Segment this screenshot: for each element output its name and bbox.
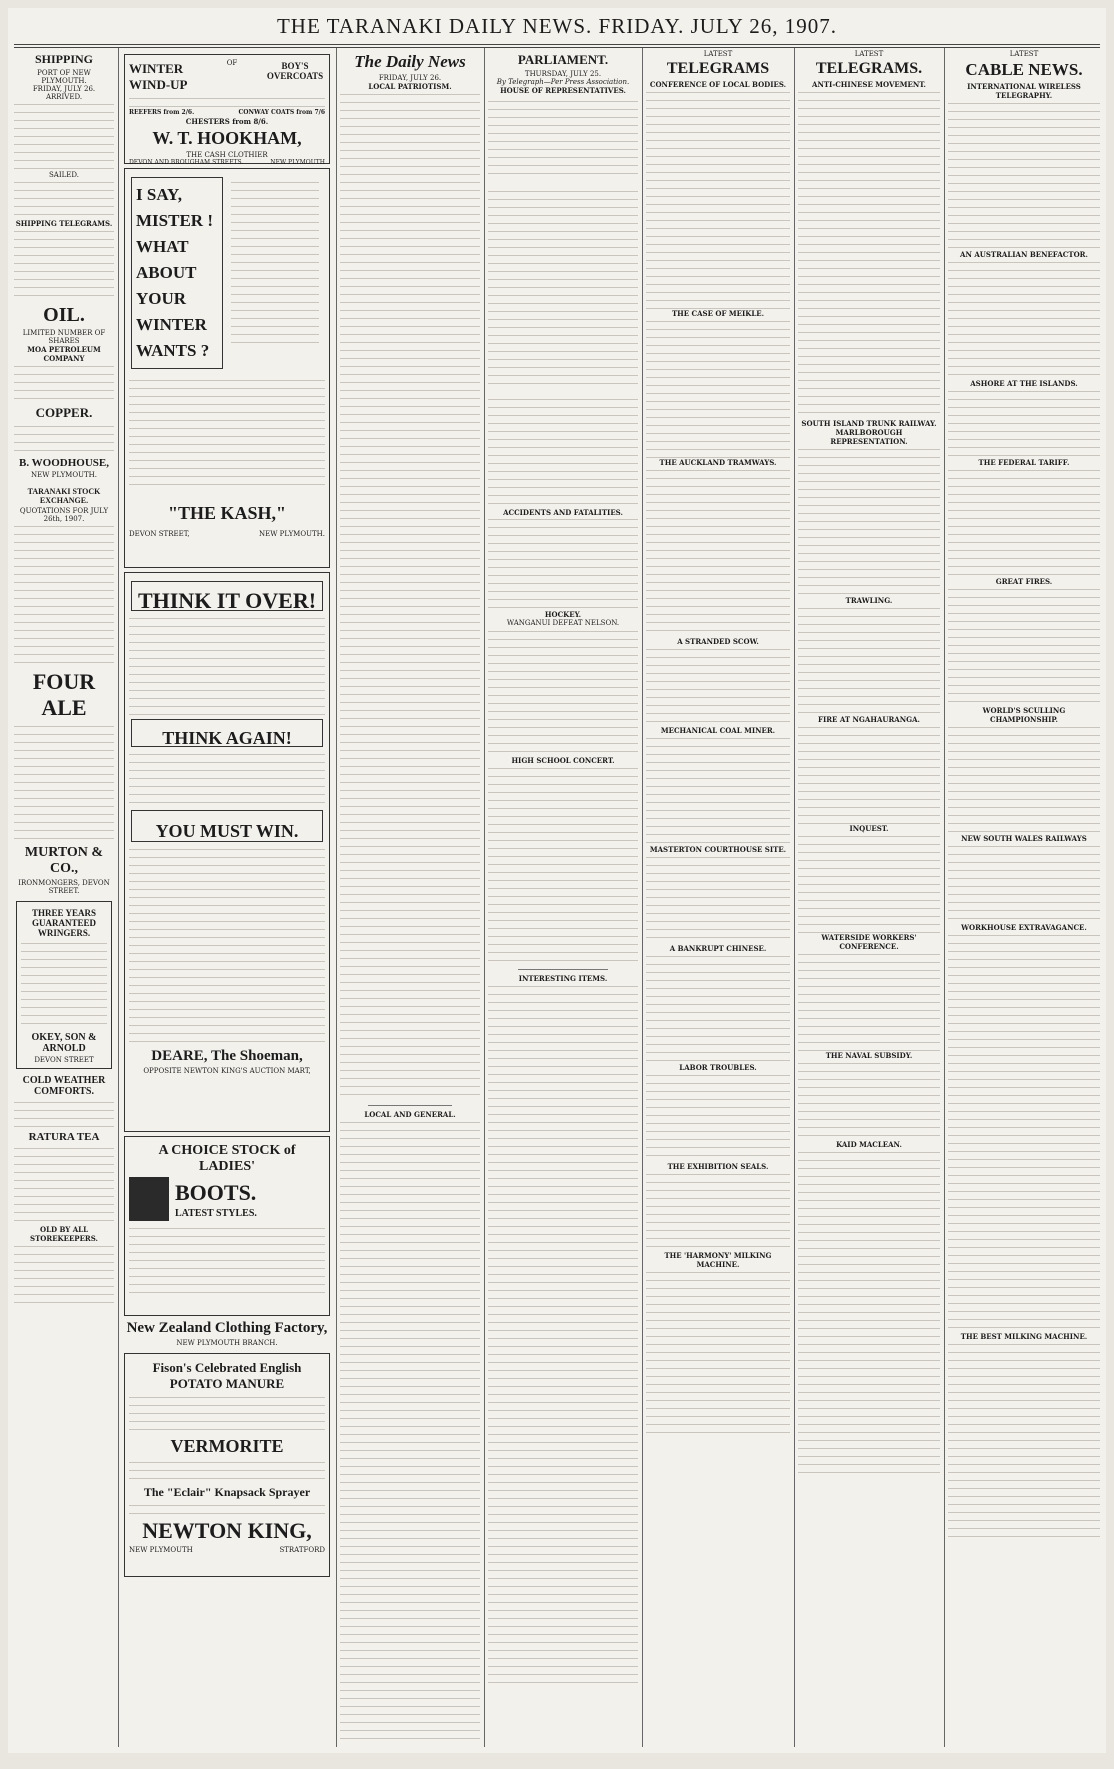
- oil-subheading: LIMITED NUMBER OF SHARES: [22, 329, 106, 345]
- column-parliament: [488, 50, 638, 1745]
- house-heading: HOUSE OF REPRESENTATIVES.: [500, 86, 626, 95]
- newton-stratford: STRATFORD: [279, 1546, 325, 1554]
- ladies-boots-ad: [124, 1136, 330, 1316]
- column-separator: [336, 48, 337, 1747]
- trawling-heading: TRAWLING.: [845, 596, 893, 605]
- conway-price: CONWAY COATS from 7/6: [238, 109, 325, 116]
- maclean-text: [798, 1149, 940, 1479]
- latest-label-3: LATEST: [1009, 50, 1039, 58]
- cold-weather-heading: COLD WEATHER COMFORTS.: [22, 1075, 106, 1097]
- naval-subsidy-text: [798, 1060, 940, 1140]
- scow-heading: A STRANDED SCOW.: [677, 637, 759, 646]
- kash-text: [231, 179, 319, 349]
- kash-street: DEVON STREET,: [129, 530, 190, 538]
- telegrams-title-2: TELEGRAMS.: [815, 60, 923, 77]
- hockey-heading: HOCKEY.: [544, 610, 582, 619]
- clothier-label: THE CASH CLOTHIER: [186, 150, 268, 159]
- daily-news-title: The Daily News: [354, 52, 466, 71]
- latest-styles: LATEST STYLES.: [175, 1207, 257, 1219]
- divider: [368, 1105, 452, 1106]
- interesting-items-heading: INTERESTING ITEMS.: [518, 974, 608, 983]
- deare-text-2: [129, 751, 325, 806]
- column-advertisements: [122, 50, 332, 1745]
- masthead-rule: [14, 44, 1100, 45]
- hookham-address-row: [129, 159, 325, 167]
- naval-subsidy-heading: THE NAVAL SUBSIDY.: [825, 1051, 913, 1060]
- reefers-price: REEFERS from 2/6.: [129, 109, 195, 116]
- courthouse-heading: MASTERTON COURTHOUSE SITE.: [649, 845, 787, 854]
- telegrams-heading: SHIPPING TELEGRAMS.: [15, 219, 113, 228]
- fire-heading: FIRE AT NGAHAURANGA.: [818, 715, 920, 724]
- deare-ad: [124, 572, 330, 1132]
- milking-heading: THE BEST MILKING MACHINE.: [960, 1332, 1088, 1341]
- scow-text: [646, 646, 790, 726]
- okey-address: DEVON STREET: [34, 1056, 94, 1064]
- hookham-town: NEW PLYMOUTH: [270, 158, 325, 166]
- benefactor-heading: AN AUSTRALIAN BENEFACTOR.: [960, 250, 1088, 259]
- concert-block: [488, 756, 638, 765]
- chinese-text: [646, 953, 790, 1063]
- kash-list: [129, 377, 325, 487]
- conference-text: [646, 89, 790, 309]
- hookham-address: DEVON AND BROUGHAM STREETS.: [129, 158, 244, 166]
- masthead-rule-2: [14, 47, 1100, 48]
- courthouse-text: [646, 854, 790, 944]
- local-general-text: [340, 1119, 480, 1745]
- mister-box: I SAY, MISTER ! WHAT ABOUT YOUR WINTER WANTS ?: [131, 177, 223, 369]
- marlborough-heading: MARLBOROUGH REPRESENTATION.: [830, 428, 908, 446]
- shipping-heading: SHIPPING: [34, 52, 93, 66]
- nzc-heading: New Zealand Clothing Factory,: [126, 1320, 328, 1336]
- column-telegrams: [646, 50, 790, 1745]
- meikle-text: [646, 318, 790, 458]
- conference-heading: CONFERENCE OF LOCAL BODIES.: [649, 80, 787, 89]
- column-cable-news: [948, 50, 1100, 1745]
- inquest-heading: INQUEST.: [849, 824, 889, 833]
- great-fires-text: [948, 586, 1100, 706]
- parliament-block: [488, 50, 638, 95]
- newton-king-name: NEWTON KING,: [142, 1518, 312, 1543]
- murton-address: IRONMONGERS, DEVON STREET.: [18, 879, 110, 895]
- parliament-byline: By Telegraph—Per Press Association.: [496, 78, 630, 86]
- bottom-text: [14, 1243, 114, 1303]
- sculling-text: [948, 724, 1100, 834]
- copper-text: [14, 423, 114, 455]
- winter-row: [129, 59, 325, 95]
- deare-address: OPPOSITE NEWTON KING'S AUCTION MART,: [143, 1067, 311, 1075]
- news-text-mid: [488, 396, 638, 756]
- murton-name: MURTON & CO.,: [24, 845, 104, 876]
- sculling-heading: WORLD'S SCULLING CHAMPIONSHIP.: [982, 706, 1066, 724]
- column-separator: [794, 48, 795, 1747]
- hookham-ad: [124, 54, 330, 164]
- deare-text-1: [129, 615, 325, 715]
- harmony-text: [646, 1269, 790, 1439]
- wireless-text: [948, 100, 1100, 250]
- latest-label-2: LATEST: [854, 50, 884, 58]
- quotations-date: QUOTATIONS FOR JULY 26th, 1907.: [19, 507, 109, 523]
- news-text-top-2: [488, 188, 638, 388]
- wringers-heading: THREE YEARS GUARANTEED WRINGERS.: [31, 908, 96, 938]
- deare-name: DEARE, The Shoeman,: [151, 1048, 303, 1064]
- trunk-railway-heading: SOUTH ISLAND TRUNK RAILWAY.: [801, 419, 937, 428]
- copper-heading: COPPER.: [35, 405, 93, 420]
- of-label: OF: [226, 59, 238, 67]
- wringers-ad: [16, 901, 112, 1069]
- inquest-text: [798, 833, 940, 933]
- overcoats-heading: BOY'S OVERCOATS: [266, 61, 324, 81]
- newton-address-row: [129, 1546, 325, 1554]
- boots-heading: BOOTS.: [175, 1179, 257, 1205]
- hookham-name: W. T. HOOKHAM,: [152, 127, 302, 148]
- choice-stock-heading: A CHOICE STOCK of LADIES': [158, 1143, 296, 1174]
- kash-address-row: [129, 530, 325, 538]
- coal-miner-text: [646, 735, 790, 845]
- hockey-block: [488, 610, 638, 627]
- harmony-heading: THE 'HARMONY' MILKING MACHINE.: [664, 1251, 772, 1269]
- extravagance-heading: WORKHOUSE EXTRAVAGANCE.: [961, 923, 1087, 932]
- telegrams-text: [14, 228, 114, 298]
- telegrams-title: TELEGRAMS: [666, 60, 770, 77]
- newton-king-ad: [124, 1353, 330, 1577]
- boots-text: [175, 1178, 257, 1221]
- kash-ad: [124, 168, 330, 568]
- hockey-subheading: WANGANUI DEFEAT NELSON.: [506, 619, 620, 627]
- nzc-branch: NEW PLYMOUTH BRANCH.: [176, 1339, 278, 1347]
- seals-text: [646, 1171, 790, 1251]
- tramways-text: [646, 467, 790, 637]
- column-separator: [118, 48, 119, 1747]
- four-ale-heading: FOUR ALE: [32, 669, 96, 720]
- column-telegrams-2: [798, 50, 940, 1745]
- ale-text: [14, 723, 114, 843]
- stock-table: [14, 523, 114, 663]
- boot-logo-icon: [129, 1177, 169, 1221]
- boots-prices: [129, 1225, 325, 1295]
- labour-text: [646, 1072, 790, 1162]
- waterside-text: [798, 951, 940, 1051]
- ashore-text: [948, 388, 1100, 458]
- fire-text: [798, 724, 940, 824]
- ratura-heading: RATURA TEA: [28, 1131, 100, 1143]
- local-general-heading: LOCAL AND GENERAL.: [364, 1110, 456, 1119]
- oil-heading: OIL.: [43, 304, 85, 326]
- fison-heading: Fison's Celebrated English POTATO MANURE: [152, 1360, 302, 1391]
- nsw-railways-heading: NEW SOUTH WALES RAILWAYS: [961, 834, 1087, 843]
- fison-text: [129, 1394, 325, 1434]
- boots-row: [129, 1177, 325, 1221]
- editorial-heading: LOCAL PATRIOTISM.: [368, 82, 452, 91]
- marlborough-text: [798, 446, 940, 596]
- chinese-heading: A BANKRUPT CHINESE.: [669, 944, 767, 953]
- waterside-heading: WATERSIDE WORKERS' CONFERENCE.: [821, 933, 917, 951]
- editorial-date: FRIDAY, JULY 26.: [378, 74, 442, 82]
- kash-town: NEW PLYMOUTH.: [259, 530, 325, 538]
- eclair-text: [129, 1502, 325, 1516]
- think-again-box: THINK AGAIN!: [131, 719, 323, 747]
- column-separator: [484, 48, 485, 1747]
- federal-tariff-heading: THE FEDERAL TARIFF.: [978, 458, 1070, 467]
- cold-text: [14, 1099, 114, 1129]
- deare-text-3: [129, 846, 325, 1046]
- stock-exchange-heading: TARANAKI STOCK EXCHANGE.: [27, 487, 101, 505]
- cable-news-title: CABLE NEWS.: [965, 60, 1083, 79]
- latest-label: LATEST: [703, 50, 733, 58]
- concert-heading: HIGH SCHOOL CONCERT.: [511, 756, 615, 765]
- benefactor-text: [948, 259, 1100, 379]
- oil-company: MOA PETROLEUM COMPANY: [27, 345, 101, 363]
- trawling-text: [798, 605, 940, 715]
- winter-heading: WINTER WIND-UP: [129, 61, 188, 92]
- federal-tariff-text: [948, 467, 1100, 577]
- okey-name: OKEY, SON & ARNOLD: [31, 1032, 97, 1054]
- accidents-heading: ACCIDENTS AND FATALITIES.: [503, 508, 623, 517]
- extravagance-text: [948, 932, 1100, 1332]
- sailed-text: [14, 179, 114, 219]
- you-must-win-box: YOU MUST WIN.: [131, 810, 323, 842]
- column-separator: [944, 48, 945, 1747]
- prices-row: [129, 109, 325, 117]
- wringers-text: [21, 940, 107, 1030]
- woodhouse-address: NEW PLYMOUTH.: [31, 471, 97, 479]
- newton-np: NEW PLYMOUTH: [129, 1546, 193, 1554]
- great-fires-heading: GREAT FIRES.: [995, 577, 1053, 586]
- column-shipping: [14, 50, 114, 1745]
- hookham-text: [129, 95, 325, 109]
- maclean-heading: KAID MACLEAN.: [836, 1140, 902, 1149]
- column-separator: [642, 48, 643, 1747]
- eclair-heading: The "Eclair" Knapsack Sprayer: [143, 1485, 311, 1499]
- vermorite-text: [129, 1459, 325, 1483]
- shipping-date: FRIDAY, JULY 26.: [32, 85, 96, 93]
- ratura-text: [14, 1145, 114, 1225]
- chesters-price: CHESTERS from 8/6.: [185, 116, 269, 126]
- masthead: THE TARANAKI DAILY NEWS. FRIDAY. JULY 26, 1907.: [276, 14, 838, 38]
- kash-top: [129, 173, 325, 373]
- antichinese-text: [798, 89, 940, 419]
- tramways-heading: THE AUCKLAND TRAMWAYS.: [659, 458, 777, 467]
- divider: [518, 969, 608, 970]
- seals-heading: THE EXHIBITION SEALS.: [667, 1162, 769, 1171]
- editorial-text: [340, 91, 480, 1101]
- ashore-heading: ASHORE AT THE ISLANDS.: [970, 379, 1078, 388]
- meikle-heading: THE CASE OF MEIKLE.: [671, 309, 765, 318]
- arrived-label: ARRIVED.: [45, 93, 83, 101]
- newspaper-page: [8, 8, 1106, 1753]
- milking-text: [948, 1341, 1100, 1541]
- accidents-block: [488, 508, 638, 517]
- news-text-low: [488, 765, 638, 965]
- port-heading: PORT OF NEW PLYMOUTH.: [37, 69, 91, 85]
- sailed-label: SAILED.: [49, 171, 79, 179]
- antichinese-heading: ANTI-CHINESE MOVEMENT.: [812, 80, 926, 89]
- column-editorial: [340, 50, 480, 1745]
- interesting-items-text: [488, 983, 638, 1683]
- parliament-date: THURSDAY, JULY 25.: [524, 70, 602, 78]
- vermorite-heading: VERMORITE: [170, 1436, 284, 1456]
- labour-heading: LABOR TROUBLES.: [679, 1063, 757, 1072]
- oil-text: [14, 363, 114, 403]
- woodhouse-name: B. WOODHOUSE,: [19, 457, 109, 469]
- parliament-heading: PARLIAMENT.: [517, 52, 609, 67]
- coal-miner-heading: MECHANICAL COAL MINER.: [660, 726, 776, 735]
- old-stores: OLD BY ALL STOREKEEPERS.: [30, 1225, 98, 1243]
- kash-heading: "THE KASH,": [167, 503, 286, 523]
- shipping-text: [14, 101, 114, 171]
- think-it-over-box: THINK IT OVER!: [131, 581, 323, 611]
- nsw-railways-text: [948, 843, 1100, 923]
- wireless-heading: INTERNATIONAL WIRELESS TELEGRAPHY.: [967, 82, 1081, 100]
